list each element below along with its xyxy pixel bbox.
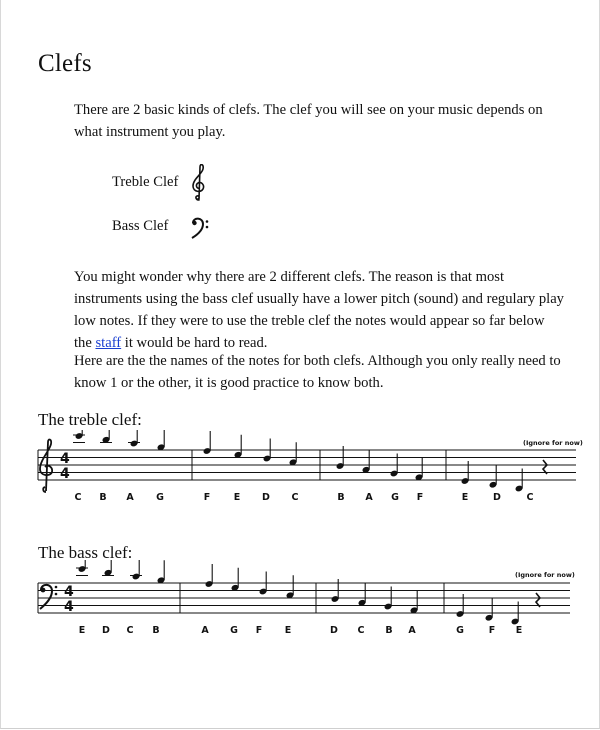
treble-clef-label: Treble Clef bbox=[112, 174, 179, 190]
page-title: Clefs bbox=[38, 50, 92, 77]
note-name-label: C bbox=[74, 492, 82, 503]
para2-text-after: it would be hard to read. bbox=[121, 335, 268, 351]
time-signature-digit: 4 bbox=[64, 599, 74, 615]
rest-icon bbox=[536, 593, 540, 607]
note-name-label: F bbox=[255, 625, 263, 635]
note-name-label: E bbox=[284, 625, 292, 635]
note-name-label: A bbox=[201, 625, 209, 635]
ignore-for-now-note: (Ignore for now) bbox=[523, 439, 583, 447]
note-name-label: E bbox=[515, 625, 523, 635]
treble-clef-icon bbox=[40, 440, 52, 492]
time-signature-digit: 4 bbox=[60, 466, 70, 482]
time-signature-digit: 4 bbox=[60, 451, 70, 467]
note-name-label: E bbox=[233, 492, 241, 503]
note-name-label: C bbox=[357, 625, 365, 635]
note-name-label: A bbox=[408, 625, 416, 635]
note-name-label: B bbox=[152, 625, 160, 635]
note-name-label: F bbox=[488, 625, 496, 635]
note-name-label: F bbox=[203, 492, 211, 503]
note-name-label: D bbox=[262, 492, 270, 503]
note-name-label: E bbox=[461, 492, 469, 503]
bass-staff bbox=[0, 560, 600, 635]
treble-section-heading: The treble clef: bbox=[38, 410, 142, 429]
bass-clef-icon bbox=[190, 216, 210, 240]
note-name-label: A bbox=[365, 492, 373, 503]
note-name-label: G bbox=[230, 625, 238, 635]
bass-clef-label: Bass Clef bbox=[112, 218, 169, 234]
note-name-label: E bbox=[78, 625, 86, 635]
note-name-label: C bbox=[526, 492, 534, 503]
time-signature-digit: 4 bbox=[64, 584, 74, 600]
note-name-label: C bbox=[126, 625, 134, 635]
note-name-label: B bbox=[385, 625, 393, 635]
note-names-paragraph: Here are the the names of the notes for both clefs. Although you only really need to know 1 or the other, it is good practice to know both. bbox=[74, 353, 561, 391]
clef-explanation-paragraph bbox=[74, 266, 564, 354]
bass-section-heading: The bass clef: bbox=[38, 543, 133, 562]
note-name-label: D bbox=[493, 492, 501, 503]
note-name-label: A bbox=[126, 492, 134, 503]
intro-paragraph: There are 2 basic kinds of clefs. The clef you will see on your music depends on what instrument you play. bbox=[74, 102, 543, 140]
note-name-label: C bbox=[291, 492, 299, 503]
note-name-label: F bbox=[416, 492, 424, 503]
note-name-label: D bbox=[102, 625, 110, 635]
note-name-label: B bbox=[99, 492, 107, 503]
para2-text-before: You might wonder why there are 2 different clefs. The reason is that most instruments using the bass clef usually have a lower pitch (sound) and regulary play low notes. If they were to use the treble clef the notes would appear so far below the bbox=[74, 269, 564, 351]
note-name-label: D bbox=[330, 625, 338, 635]
staff-link[interactable]: staff bbox=[95, 335, 122, 351]
note-name-label: G bbox=[391, 492, 399, 503]
treble-clef-icon bbox=[190, 164, 208, 202]
ignore-for-now-note: (Ignore for now) bbox=[515, 571, 575, 579]
treble-staff bbox=[0, 430, 600, 505]
note-name-label: B bbox=[337, 492, 345, 503]
note-name-label: G bbox=[456, 625, 464, 635]
note-name-label: G bbox=[156, 492, 164, 503]
rest-icon bbox=[543, 460, 547, 474]
